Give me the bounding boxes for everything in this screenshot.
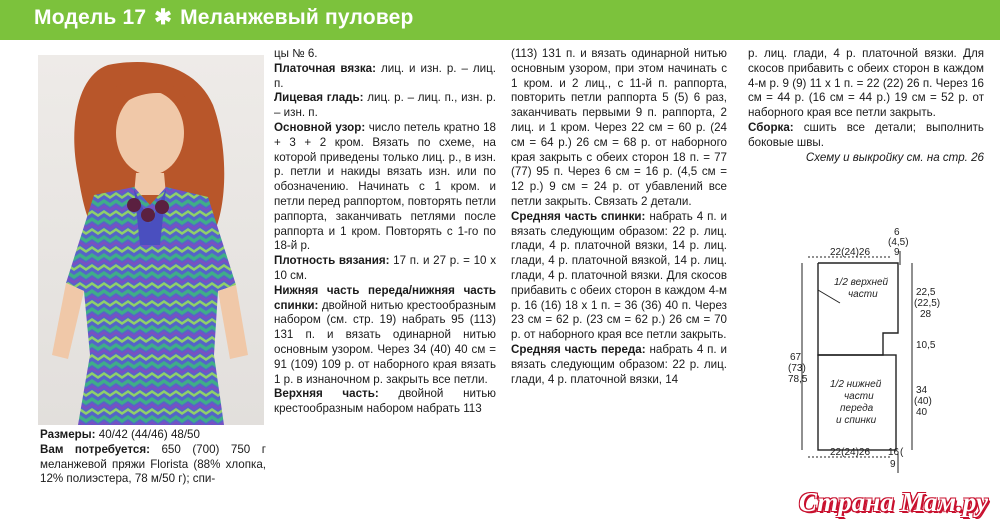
front-middle-paragraph bbox=[511, 343, 727, 387]
model-number: Модель 17 bbox=[34, 6, 147, 29]
schema-top-width: 22(24)26 bbox=[830, 247, 871, 258]
back-middle-text: набрать 4 п. и вязать следующим образом: 22 р. лиц. глади, 4 р. платочной вязки, 14 р. лиц. глади, 4 р. платочной вязкой, 14 р. лиц. глади, 4 р. платочной вязки. Для скосов прибавить с обеих сторон в каждом 4-м р. 16 (16) 18 х 1 п. = 36 (36) 40 п. Через 23 см = 62 р. (23 см = 62 р.) 26 см = 70 р. от наборного края все петли закрыть. bbox=[511, 209, 727, 342]
lower-part-label: Нижняя часть переда/нижняя часть спинки: bbox=[274, 283, 496, 312]
site-watermark: Страна Мам.ру bbox=[798, 487, 988, 517]
upper-part-continued: (113) 131 п. и вязать одинарной нитью основным узором, при этом начинать с 1 кром. и 2 лиц., с 11-й п. раппорта, повторить петли раппорта 5 (5) 6 раз, заканчивать первыми 9 п. раппорта, 2 лиц. и 1 кром. Через 22 см = 60 р. (24 см = 64 р.) 26 см = 68 р. от наборного края закрыть с обеих сторон 18 п. = 77 (77) 95 п. Через 6 см = 16 р. (4,5 см = 12 р.) 9 см = 24 р. от убавлений все петли закрыть. Связать 2 детали. bbox=[511, 47, 727, 208]
main-pattern-label: Основной узор: bbox=[274, 120, 366, 134]
front-middle-label: Средняя часть переда: bbox=[511, 342, 646, 356]
sizes-value: 40/42 (44/46) 48/50 bbox=[98, 428, 200, 441]
page-title bbox=[34, 5, 414, 30]
upper-part-text: двойной нитью крестообразным набором набрать 113 bbox=[274, 387, 496, 416]
schema-bottom-side-a: 16 bbox=[888, 447, 900, 458]
stockinette-label: Лицевая гладь: bbox=[274, 91, 364, 105]
schema-shoulder-a: 6 bbox=[894, 227, 900, 238]
schema-bottom-side-c: 9 bbox=[890, 459, 896, 470]
assembly-paragraph bbox=[748, 121, 984, 151]
back-middle-label: Средняя часть спинки: bbox=[511, 209, 646, 223]
lower-part-paragraph bbox=[274, 284, 496, 388]
stockinette-text: лиц. р. – лиц. п., изн. р. – изн. п. bbox=[274, 91, 496, 120]
schema-lower-h-a: 34 bbox=[916, 385, 928, 396]
photo-illustration bbox=[38, 55, 264, 425]
schema-total-c: 78,5 bbox=[788, 374, 808, 385]
assembly-text: сшить все детали; выполнить боковые швы. bbox=[748, 120, 984, 149]
schema-lower-h-c: 40 bbox=[916, 407, 928, 418]
gauge-label: Плотность вязания: bbox=[274, 254, 390, 268]
schema-bottom-width: 22(24)26 bbox=[830, 447, 871, 458]
schema-upper-label-2: части bbox=[848, 289, 878, 300]
assembly-label: Сборка: bbox=[748, 120, 794, 134]
schema-lower-label-4: и спинки bbox=[836, 415, 877, 426]
text-column-2 bbox=[511, 47, 727, 387]
sizes-line bbox=[40, 428, 266, 443]
back-middle-paragraph bbox=[511, 210, 727, 343]
upper-part-label: Верхняя часть: bbox=[274, 387, 379, 401]
garter-stitch-paragraph bbox=[274, 62, 496, 92]
sizes-materials bbox=[40, 428, 266, 487]
schema-lower-label-1: 1/2 нижней bbox=[830, 379, 882, 390]
schema-lower-h-b: (40) bbox=[914, 396, 932, 407]
main-pattern-paragraph bbox=[274, 121, 496, 254]
materials-value: 650 (700) 750 г меланжевой пряжи Florista (88% хлопка, 12% полиэстера, 78 м/50 г); спи- bbox=[40, 442, 266, 486]
schema-lower-label-3: переда bbox=[840, 403, 874, 414]
schema-upper-h-a: 22,5 bbox=[916, 287, 936, 298]
materials-label: Вам потребуется: bbox=[40, 442, 150, 456]
garter-stitch-label: Платочная вязка: bbox=[274, 61, 376, 75]
schema-lower-label-2: части bbox=[844, 391, 874, 402]
schema-total-a: 67 bbox=[790, 352, 802, 363]
main-pattern-text: число петель кратно 18 + 3 + 2 кром. Вязать по схеме, на которой приведены только лиц. р., в изн. р. петли и накиды вязать изн. или по обозначению. Начинать с 1 кром. и петли перед раппортом, повторять петли раппорта, заканчивать петлями после раппорта и 1 кром. Повторять с 1-го по 18-й р. bbox=[274, 120, 496, 253]
needles-continued: цы № 6. bbox=[274, 47, 318, 60]
schema-upper-h-c: 28 bbox=[920, 309, 932, 320]
model-title: Меланжевый пуловер bbox=[180, 6, 414, 29]
schema-mid-h: 10,5 bbox=[916, 340, 936, 351]
gauge-text: 17 п. и 27 р. = 10 х 10 см. bbox=[274, 254, 496, 282]
schema-shoulder-c: 9 bbox=[894, 247, 900, 258]
front-middle-continued: р. лиц. глади, 4 р. платочной вязки. Для скосов прибавить с обеих сторон в каждом 4-м р. 9 (9) 11 х 1 п. = 22 (22) 26 п. Через 16 см = 44 р. (16 см = 44 р.) 19 см = 52 р. от наборного края все петли закрыть. bbox=[748, 47, 984, 120]
text-column-3 bbox=[748, 47, 984, 165]
upper-part-paragraph bbox=[274, 387, 496, 417]
materials-line bbox=[40, 443, 266, 487]
schema-upper-label-1: 1/2 верхней bbox=[834, 277, 889, 288]
text-column-1 bbox=[274, 47, 496, 417]
star-icon: ✱ bbox=[154, 6, 173, 29]
schema-bottom-side-b: ( bbox=[900, 447, 904, 458]
model-photo bbox=[38, 55, 264, 425]
header-bar bbox=[0, 0, 1000, 40]
pattern-reference-note: Схему и выкройку см. на стр. 26 bbox=[805, 150, 984, 164]
garter-stitch-text: лиц. и изн. р. – лиц. п. bbox=[274, 61, 496, 90]
schema-shoulder-b: (4,5) bbox=[888, 237, 909, 248]
pattern-schematic bbox=[790, 225, 990, 480]
stockinette-paragraph bbox=[274, 91, 496, 121]
schema-upper-h-b: (22,5) bbox=[914, 298, 941, 309]
schema-total-b: (73) bbox=[788, 363, 806, 374]
sizes-label: Размеры: bbox=[40, 428, 96, 441]
lower-part-text: двойной нитью крестообразным набором (см. стр. 19) набрать 95 (113) 131 п. и вязать одинарной нитью основным узором. Через 34 (40) 40 см = 91 (109) 109 р. от наборного края вязать 1 р. в изнаночном р. закрыть все петли. bbox=[274, 298, 496, 386]
front-middle-text: набрать 4 п. и вязать следующим образом: 22 р. лиц. глади, 4 р. платочной вязки, 14 bbox=[511, 342, 727, 386]
gauge-paragraph bbox=[274, 254, 496, 284]
